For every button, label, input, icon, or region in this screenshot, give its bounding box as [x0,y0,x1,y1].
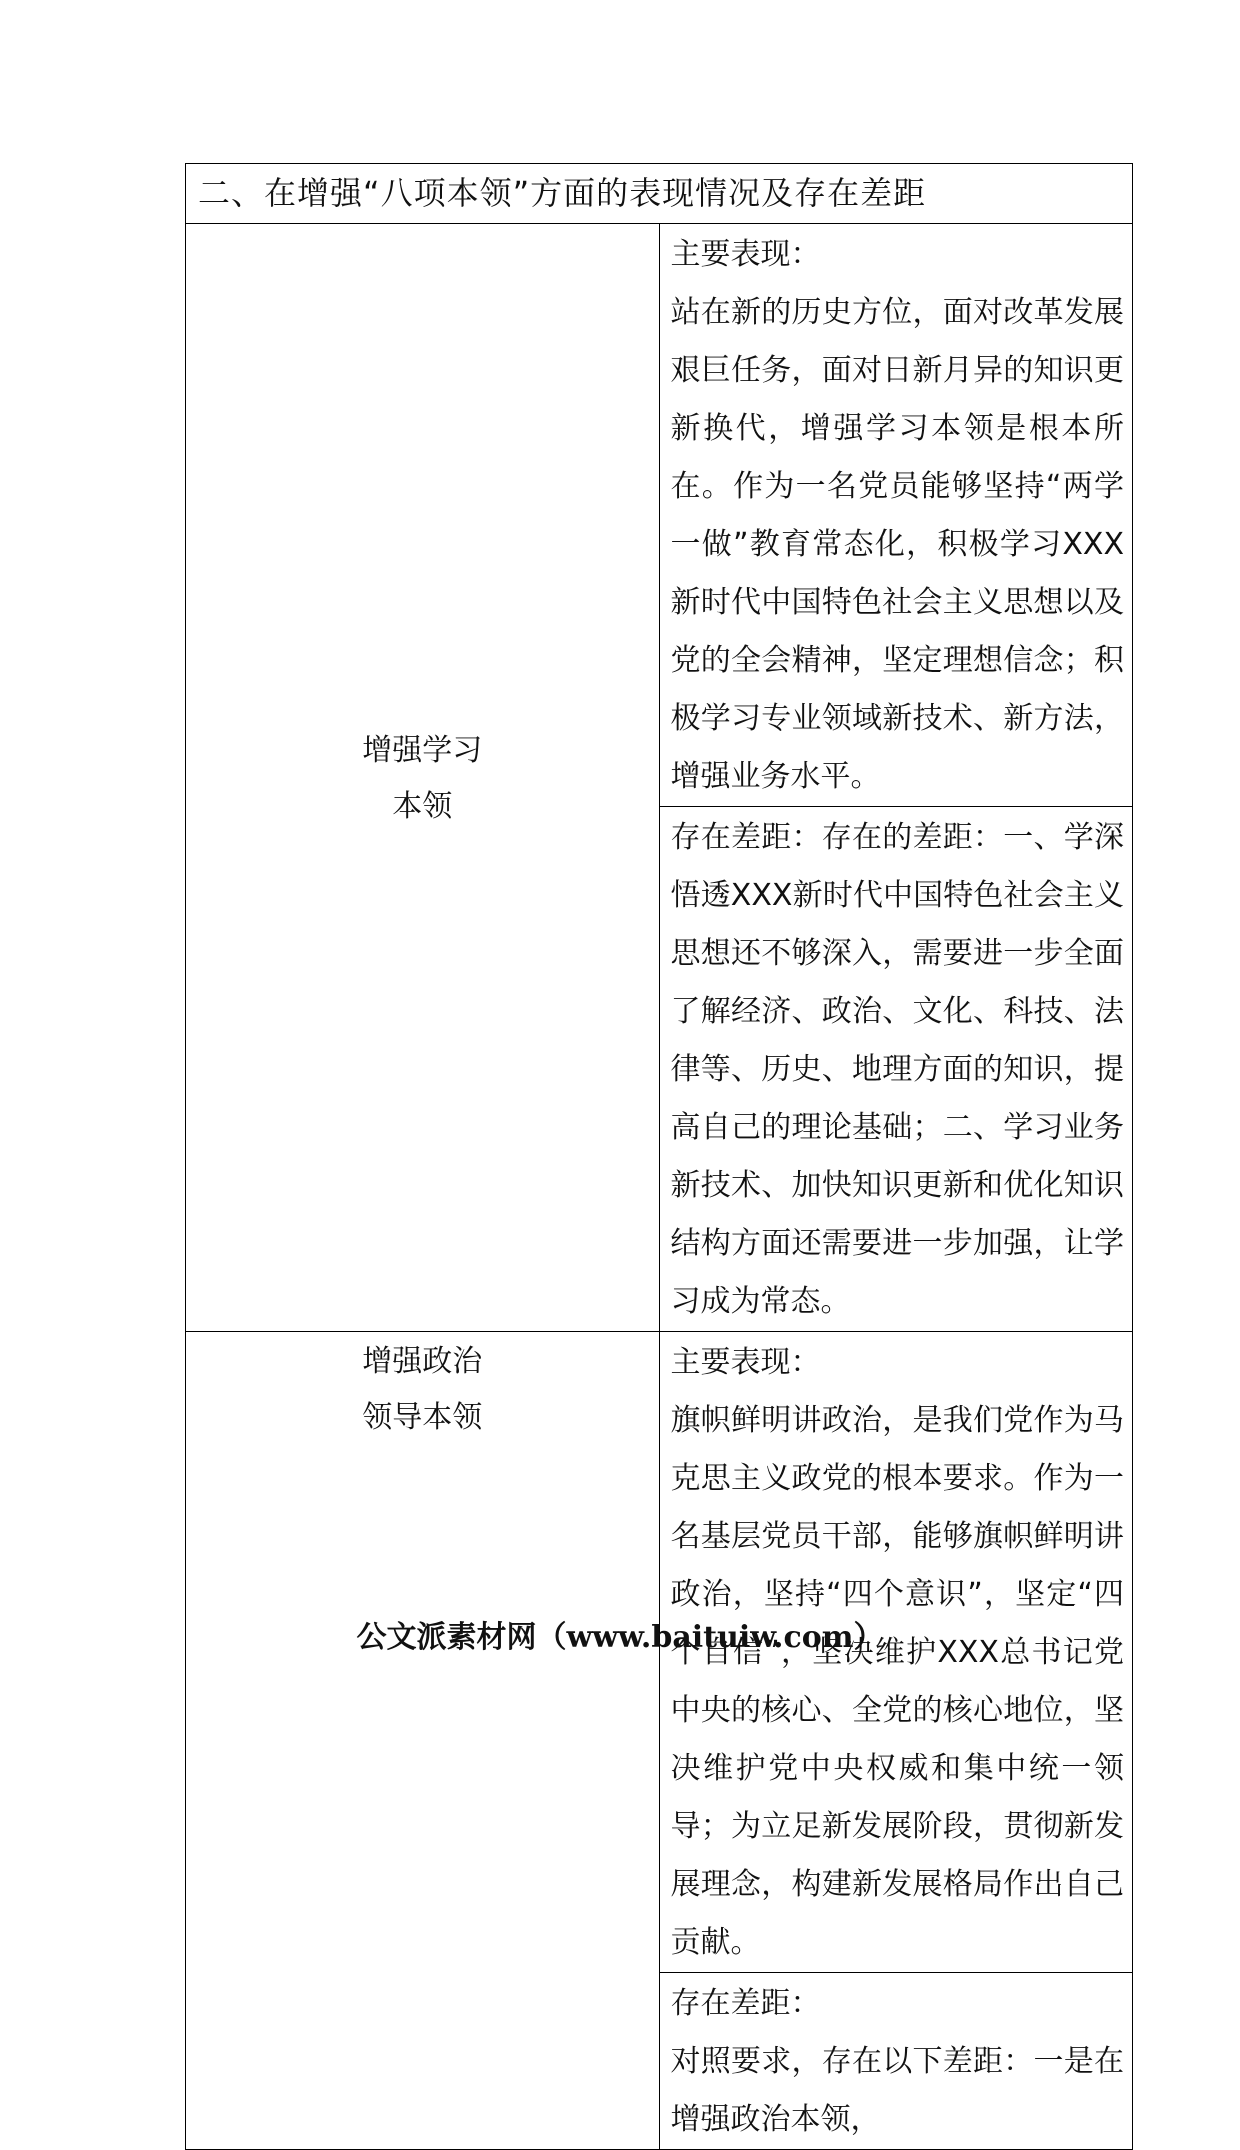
table-row [186,224,1133,807]
gap-text: 存在差距：存在的差距：一、学深悟透XXX新时代中国特色社会主义思想还不够深入，需要进一步全面了解经济、政治、文化、科技、法律等、历史、地理方面的知识，提高自己的理论基础；二、学习业务新技术、加快知识更新和优化知识结构方面还需要进一步加强，让学习成为常态。 [670,820,1124,1319]
performance-heading: 主要表现： [670,1345,821,1380]
row-label-text: 增强学习本领 [362,732,483,824]
report-table [185,163,1133,2150]
performance-cell-study [659,224,1133,807]
section-title-row [186,164,1133,224]
footer-watermark: 公文派素材网（www.baituiw.com） [356,1620,884,1655]
row-label-political [186,1332,660,2150]
row-label-text: 增强政治领导本领 [362,1344,483,1435]
gap-text: 对照要求，存在以下差距：一是在增强政治本领， [670,2044,1124,2137]
gap-heading: 存在差距： [670,1986,821,2021]
performance-text: 旗帜鲜明讲政治，是我们党作为马克思主义政党的根本要求。作为一名基层党员干部，能够旗帜鲜明讲政治，坚持“四个意识”，坚定“四个自信”，坚决维护XXX总书记党中央的核心、全党的核心地位，坚决维护党中央权威和集中统一领导；为立足新发展阶段，贯彻新发展理念，构建新发展格局作出自己贡献。 [670,1403,1124,1960]
section-title: 二、在增强“八项本领”方面的表现情况及存在差距 [186,164,1133,224]
performance-text: 站在新的历史方位，面对改革发展艰巨任务，面对日新月异的知识更新换代，增强学习本领是根本所在。作为一名党员能够坚持“两学一做”教育常态化，积极学习XXX新时代中国特色社会主义思想以及党的全会精神，坚定理想信念；积极学习专业领域新技术、新方法，增强业务水平。 [670,295,1124,794]
performance-heading: 主要表现： [670,237,821,272]
gap-cell-study [659,807,1133,1332]
gap-cell-political [659,1973,1133,2150]
row-label-study [186,224,660,1332]
